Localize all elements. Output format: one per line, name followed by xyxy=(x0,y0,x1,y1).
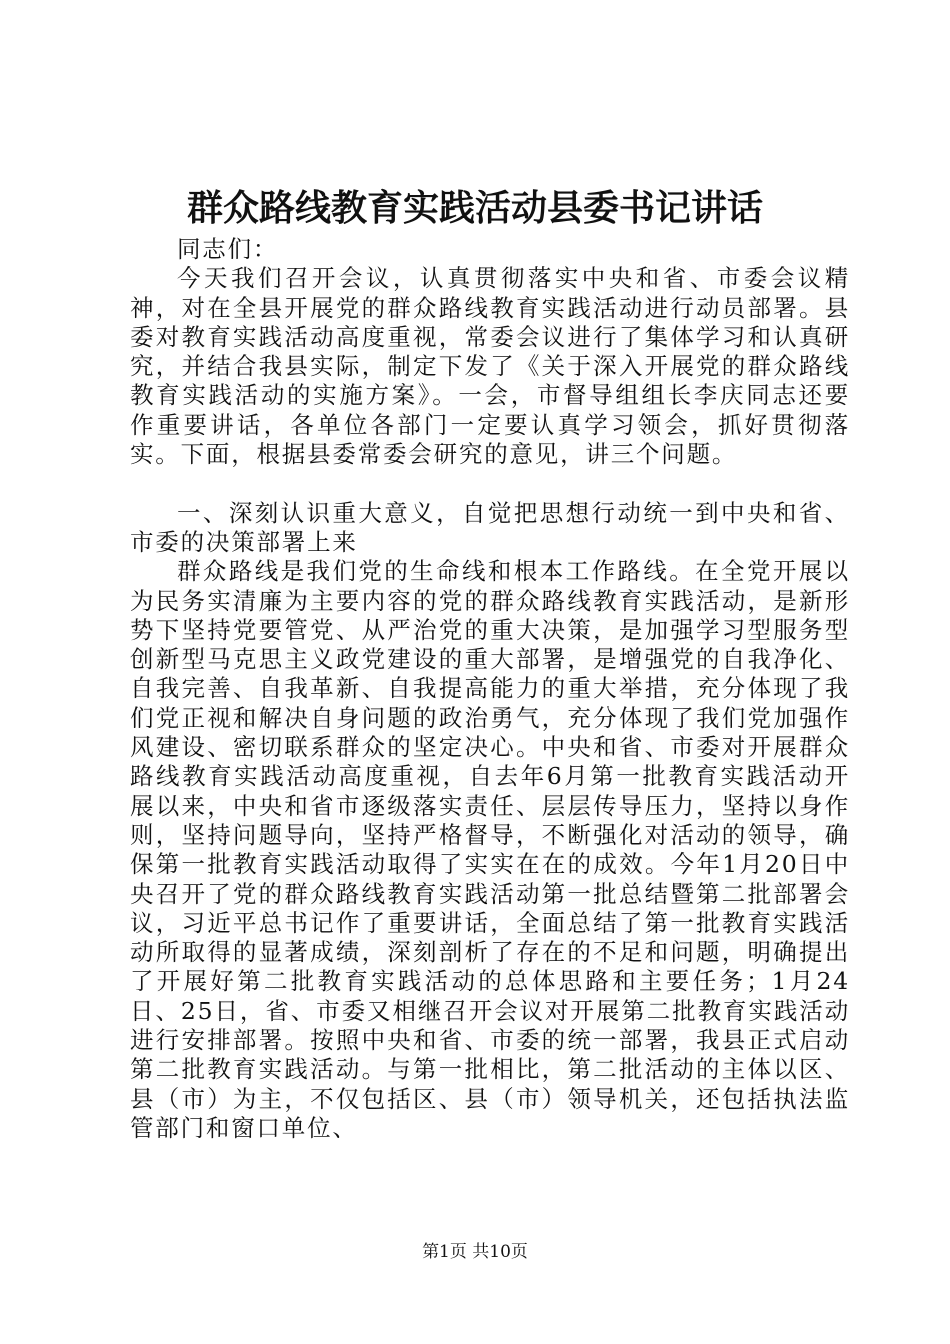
document-title: 群众路线教育实践活动县委书记讲话 xyxy=(186,187,763,229)
paragraph-body: 群众路线是我们党的生命线和根本工作路线。在全党开展以为民务实清廉为主要内容的党的群众路线教育实践活动，是新形势下坚持党要管党、从严治党的重大决策，是加强学习型服务型创新型马克思主义政党建设的重大部署，是增强党的自我净化、自我完善、自我革新、自我提高能力的重大举措，充分体现了我们党正视和解决自身问题的政治勇气，充分体现了我们党加强作风建设、密切联系群众的坚定决心。中央和省、市委对开展群众路线教育实践活动高度重视，自去年6月第一批教育实践活动开展以来，中央和省市逐级落实责任、层层传导压力，坚持以身作则，坚持问题导向，坚持严格督导，不断强化对活动的领导，确保第一批教育实践活动取得了实实在在的成效。今年1月20日中央召开了党的群众路线教育实践活动第一批总结暨第二批部署会议，习近平总书记作了重要讲话，全面总结了第一批教育实践活动所取得的显著成绩，深刻剖析了存在的不足和问题，明确提出了开展好第二批教育实践活动的总体思路和主要任务；1月24日、25日，省、市委又相继召开会议对开展第二批教育实践活动进行安排部署。按照中央和省、市委的统一部署，我县正式启动第二批教育实践活动。与第一批相比，第二批活动的主体以区、县（市）为主，不仅包括区、县（市）领导机关，还包括执法监管部门和窗口单位、 xyxy=(130,557,850,1142)
document-body xyxy=(130,235,850,1143)
page-number: 第1页 共10页 xyxy=(422,1242,528,1262)
section-heading-1: 一、深刻认识重大意义，自觉把思想行动统一到中央和省、市委的决策部署上来 xyxy=(130,498,850,556)
paragraph-spacer xyxy=(130,469,850,498)
paragraph-opening: 今天我们召开会议，认真贯彻落实中央和省、市委会议精神，对在全县开展党的群众路线教育实践活动进行动员部署。县委对教育实践活动高度重视，常委会议进行了集体学习和认真研究，并结合我县实际，制定下发了《关于深入开展党的群众路线教育实践活动的实施方案》。一会，市督导组组长李庆同志还要作重要讲话，各单位各部门一定要认真学习领会，抓好贯彻落实。下面，根据县委常委会研究的意见，讲三个问题。 xyxy=(130,264,850,469)
salutation: 同志们： xyxy=(177,235,279,263)
